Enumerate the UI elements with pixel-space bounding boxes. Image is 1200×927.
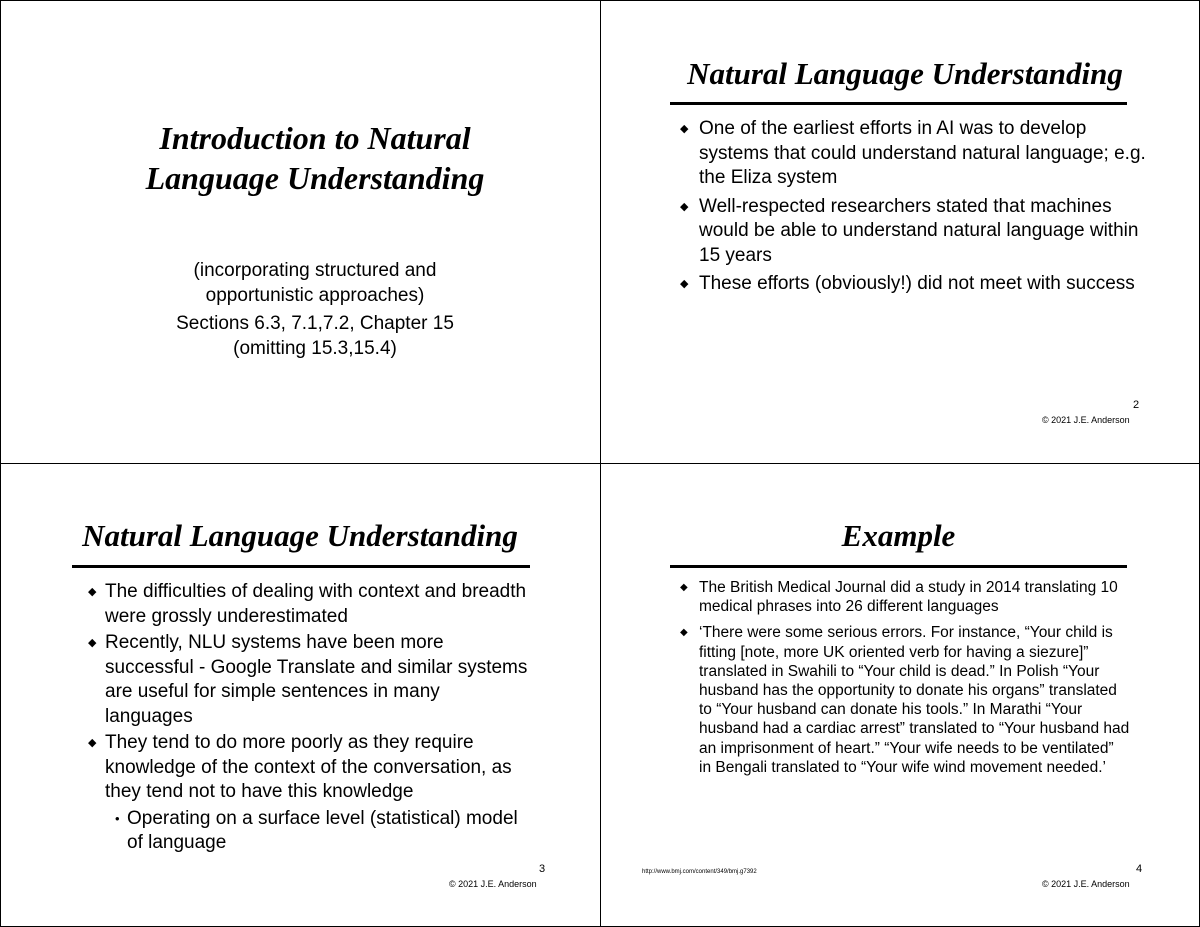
bullet-text: These efforts (obviously!) did not meet with success (699, 273, 1135, 294)
copyright: © 2021 J.E. Anderson (1042, 879, 1130, 889)
page-number: 4 (1136, 863, 1143, 875)
source-link[interactable]: http://www.bmj.com/content/349/bmj.g7392 (642, 869, 757, 875)
list-item (680, 117, 1150, 191)
sub-bullet-text: Operating on a surface level (statistical) model of language (127, 807, 518, 853)
diamond-bullet-icon: ◆ (88, 586, 97, 598)
bullet-text: Well-respected researchers stated that machines would be able to understand natural language within 15 years (699, 195, 1139, 266)
bullet-list (680, 578, 1130, 784)
slide-3-title: Natural Language Understanding (82, 518, 518, 553)
list-item (680, 272, 1150, 297)
slide-1-title-line-1: Introduction to Natural (159, 120, 471, 156)
bullet-list (680, 117, 1150, 301)
diamond-bullet-icon: ◆ (680, 627, 688, 639)
diamond-bullet-icon: ◆ (680, 123, 689, 135)
bullet-text: Recently, NLU systems have been more successful - Google Translate and similar systems are useful for simple sentences in many languages (105, 632, 528, 727)
list-item (88, 631, 528, 729)
list-item (680, 195, 1150, 269)
title-underline (670, 102, 1127, 105)
bullet-text: One of the earliest efforts in AI was to develop systems that could understand natural language; e.g. the Eliza system (699, 118, 1146, 188)
title-underline (72, 565, 530, 568)
bullet-text: They tend to do more poorly as they require knowledge of the context of the conversation, as they tend not to have this knowledge (105, 732, 512, 802)
list-item (680, 623, 1130, 777)
bullet-list (88, 580, 528, 858)
sub-list-item (88, 807, 528, 856)
diamond-bullet-icon: ◆ (680, 200, 689, 213)
slide-2 (600, 0, 1200, 463)
bullet-text: ‘There were some serious errors. For instance, “Your child is fitting [note, more UK oriented verb for having a siezure]” translated in Swahili to “Your child is dead.” In Polish “Your husband has the opportunity to donate his organs” translated to “Your husband can donate his tools.” In Marathi “Your husband had a cardiac arrest” translated to “Your husband had an imprisonment of heart.” “Your wife needs to be ventilated” in Bengali translated to “Your wife wind movement needed.’ (699, 624, 1130, 776)
dot-bullet-icon: • (115, 810, 120, 826)
sections-line-2: (omitting 15.3,15.4) (233, 338, 397, 359)
diamond-bullet-icon: ◆ (680, 278, 689, 290)
list-item (88, 580, 528, 629)
page-number: 3 (539, 863, 546, 875)
copyright: © 2021 J.E. Anderson (449, 879, 537, 889)
slide-1-title-line-2: Language Understanding (145, 160, 485, 196)
list-item (680, 578, 1130, 616)
slide-1 (0, 0, 600, 463)
bullet-text: The difficulties of dealing with context and breadth were grossly underestimated (105, 581, 527, 627)
diamond-bullet-icon: ◆ (88, 737, 97, 749)
slide-4 (600, 464, 1200, 927)
subtitle-line-2: opportunistic approaches) (205, 285, 425, 306)
slide-1-subtitle (110, 258, 520, 361)
slide-4-title: Example (841, 518, 956, 553)
bullet-text: The British Medical Journal did a study in 2014 translating 10 medical phrases into 26 different languages (699, 579, 1118, 616)
diamond-bullet-icon: ◆ (680, 582, 688, 593)
slide-1-title (100, 118, 530, 198)
sections-line-1: Sections 6.3, 7.1,7.2, Chapter 15 (176, 313, 454, 334)
diamond-bullet-icon: ◆ (88, 637, 97, 649)
copyright: © 2021 J.E. Anderson (1042, 415, 1130, 425)
slide-3 (0, 464, 600, 927)
subtitle-line-1: (incorporating structured and (193, 260, 437, 281)
list-item (88, 731, 528, 805)
title-underline (670, 565, 1127, 568)
slide-2-title: Natural Language Understanding (687, 56, 1123, 91)
page-number: 2 (1133, 399, 1140, 411)
